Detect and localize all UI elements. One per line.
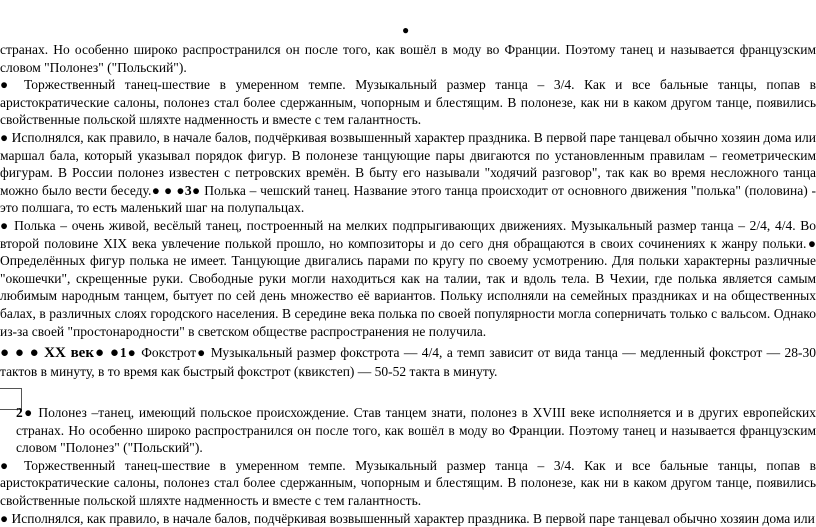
paragraph-polka-intro: ● Полька – чешский танец. Название этого танца происходит от основного движения "полька" (половина) - это полшага, то есть маленький шаг на полупальцах. — [0, 182, 816, 216]
paragraph-polonez-tempo-2: ● Торжественный танец-шествие в умеренном темпе. Музыкальный размер танца – 3/4. Как и все бальные танцы, попав в аристократические салоны, полонез стал более сдержанным, чопорным и блестящим. В полонезе, как ни в каком другом танце, появились свойственные польской шляхте надменность и вместе с тем галантность. — [0, 457, 816, 508]
text-block-2 — [0, 344, 816, 380]
section-heading: XX век — [44, 345, 94, 361]
top-bullet: ● — [402, 23, 410, 37]
item-number: 1 — [119, 345, 127, 360]
paragraph-foxtrot: ● Фокстрот● Музыкальный размер фокстрота — 4/4, а темп зависит от вида танца — медленный фокстрот — 28-30 тактов в минуту, в то время как быстрый фокстрот (квикстеп) — 50-52 такта в минуту. — [0, 345, 816, 379]
paragraph-polonez-origin-2 — [0, 404, 816, 457]
bullet-marks: ● ● ● — [0, 345, 40, 361]
paragraph-xx-century — [0, 344, 816, 380]
paragraph-polonez-tempo: ● Торжественный танец-шествие в умеренном темпе. Музыкальный размер танца – 3/4. Как и все бальные танцы, попав в аристократические салоны, полонез стал более сдержанным, чопорным и блестящим. В полонезе, как ни в каком другом танце, появились свойственные польской шляхте надменность и вместе с тем галантность. — [0, 77, 816, 128]
item-number: 3 — [184, 182, 192, 198]
text-block-1 — [0, 41, 816, 340]
item-number: 2 — [16, 405, 23, 420]
paragraph-polonez-balls — [0, 129, 816, 217]
bullet-marks-2: ● ● — [93, 345, 120, 361]
paragraph-polonez-balls-2: ● Исполнялся, как правило, в начале балов, подчёркивая возвышенный характер праздника. В первой паре танцевал обычно хозяин дома или — [0, 510, 815, 526]
paragraph-polonez-origin: странах. Но особенно широко распространился он после того, как вошёл в моду во Франции. Поэтому танец и называется французским словом "Полонез" ("Польский"). — [0, 42, 816, 75]
paragraph-text: ● Исполнялся, как правило, в начале балов, подчёркивая возвышенный характер праздника. В первой паре танцевал обычно хозяин дома или маршал бала, который указывал порядок фигур. В полонезе танцующие пары двигаются по установленным правилам – геометрическим фигурам. В России полонез известен с петровских времён. В быту его называли "ходячий разговор", так как во время несложного танца можно было вести беседу. — [0, 129, 816, 198]
text-block-3 — [0, 404, 816, 527]
paragraph-polka-description: ● Полька – очень живой, весёлый танец, построенный на мелких подпрыгивающих движениях. Музыкальный размер танца – 2/4, 4/4. Во второй половине XIX века увлечение полькой прошло, но композиторы и до сего дня обращаются в своих сочинениях к жанру польки.● Определённых фигур полька не имеет. Танцующие двигались парами по кругу по своему усмотрению. Для польки характерны различные "окошечки", скрещенные руки. Свободные руки могли находиться как на талии, так и вдоль тела. В Чехии, где полька является самым любимым народным танцем, бытует по сей день множество её вариантов. Польку исполняли на семейных праздниках и на общественных балах, в различных слоях городского населения. В середине века полька по своей популярности могла соперничать только с вальсом. Однако из-за своей "простонародности" в светском обществе распространения не получила. — [0, 217, 816, 339]
bullet-marks: ● ● ● — [151, 182, 185, 198]
paragraph-text: ● Полонез –танец, имеющий польское происхождение. Став танцем знати, полонез в XVIII веке исполняется и в других европейских странах. Но особенно широко распространился он после того, как вошёл в моду во Франции. Поэтому танец и называется французским словом "Полонез" ("Польский"). — [16, 405, 816, 456]
